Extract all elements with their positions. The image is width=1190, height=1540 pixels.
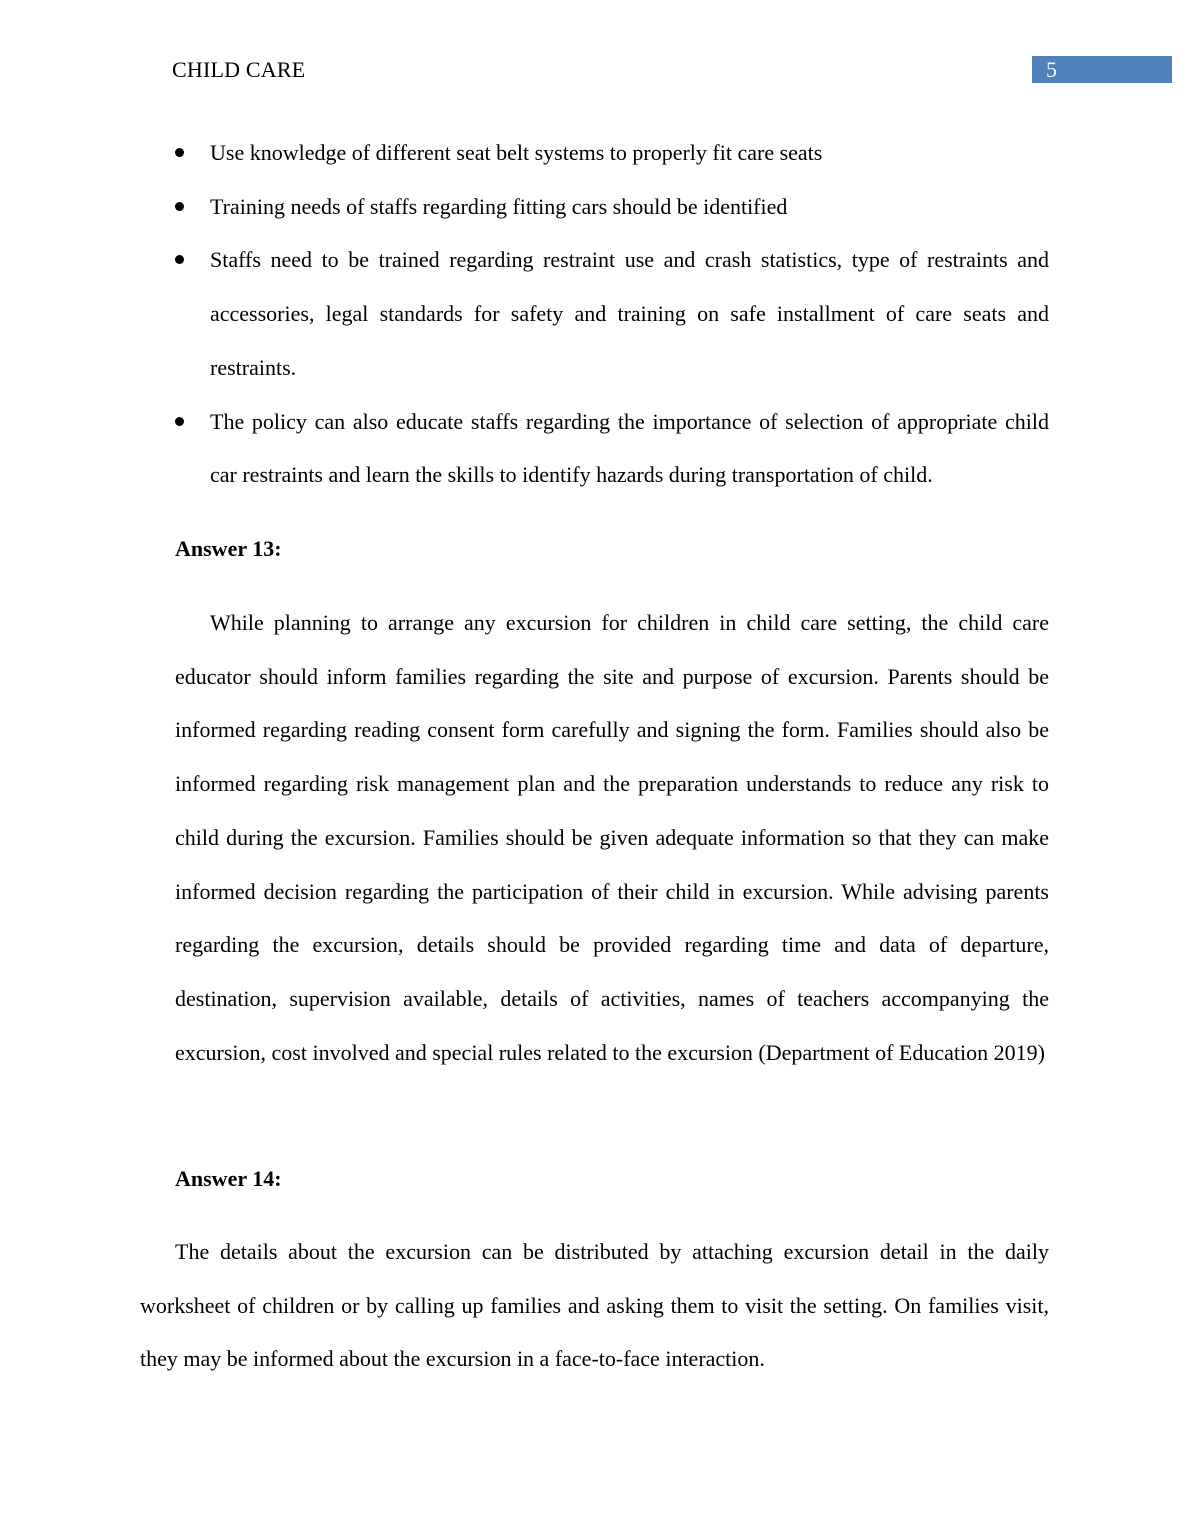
bullet-item <box>172 395 1049 502</box>
bullet-text: Staffs need to be trained regarding restraint use and crash statistics, type of restraints and accessories, legal standards for safety and training on safe installment of care seats and restraints. <box>210 247 1049 380</box>
running-header-title: CHILD CARE <box>172 57 306 82</box>
answer-13-heading: Answer 13: <box>175 536 282 561</box>
bullet-text: Use knowledge of different seat belt systems to properly fit care seats <box>210 140 823 165</box>
bullet-item <box>172 180 1049 234</box>
page-number-box <box>1032 56 1172 83</box>
page-number: 5 <box>1046 57 1057 82</box>
answer-14-paragraph: The details about the excursion can be distributed by attaching excursion detail in the daily worksheet of children or by calling up families and asking them to visit the setting. On families visit, they may be informed about the excursion in a face-to-face interaction. <box>140 1239 1049 1372</box>
answer-14-heading: Answer 14: <box>175 1166 282 1191</box>
bullet-text: The policy can also educate staffs regarding the importance of selection of appropriate child car restraints and learn the skills to identify hazards during transportation of child. <box>210 408 1049 488</box>
answer-13-paragraph: While planning to arrange any excursion for children in child care setting, the child care educator should inform families regarding the site and purpose of excursion. Parents should be informed regarding reading consent form carefully and signing the form. Families should also be informed regarding risk management plan and the preparation understands to reduce any risk to child during the excursion. Families should be given adequate information so that they can make informed decision regarding the participation of their child in excursion. While advising parents regarding the excursion, details should be provided regarding time and data of departure, destination, supervision available, details of activities, names of teachers accompanying the excursion, cost involved and special rules related to the excursion (Department of Education 2019) <box>175 610 1049 1065</box>
bullet-icon <box>175 417 184 426</box>
bullet-icon <box>175 202 184 211</box>
bullet-list <box>172 126 1049 502</box>
bullet-text: Training needs of staffs regarding fitting cars should be identified <box>210 193 788 219</box>
bullet-item <box>172 126 1049 180</box>
bullet-item <box>172 233 1049 394</box>
bullet-icon <box>175 255 184 264</box>
bullet-icon <box>175 148 184 157</box>
